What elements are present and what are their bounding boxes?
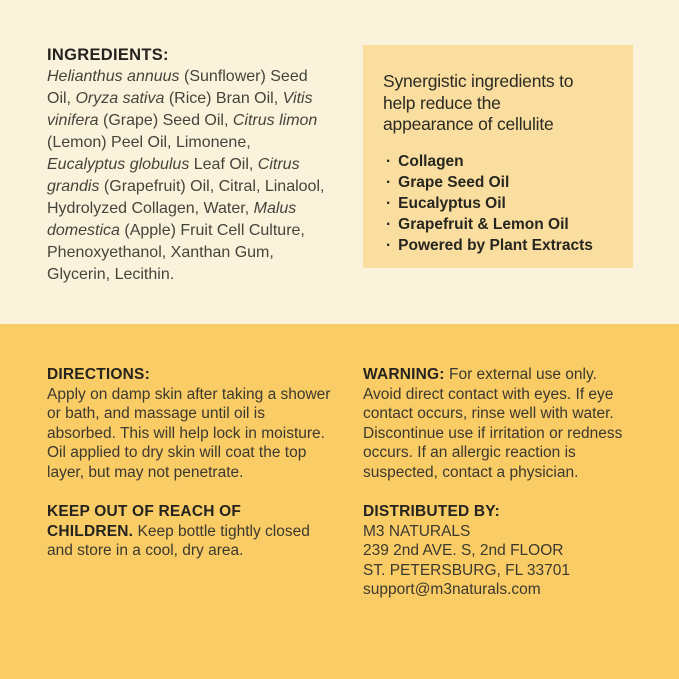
benefits-heading: Synergistic ingredients to help reduce the appearance of cellulite [383, 71, 574, 134]
address-line: M3 NATURALS [363, 522, 471, 540]
address-line: 239 2nd AVE. S, 2nd FLOOR [363, 542, 564, 559]
warning-block [363, 365, 635, 482]
keep-out-heading: KEEP OUT OF REACH OF CHILDREN. [47, 503, 242, 540]
directions-heading: DIRECTIONS: [47, 366, 150, 383]
distributed-heading: DISTRIBUTED BY: [363, 503, 501, 520]
warning-text: For external use only. Avoid direct contact with eyes. If eye contact occurs, rinse well with water. Discontinue use if irritation or redness occurs. If an allergic reaction is suspected, contact a physician. [363, 366, 623, 481]
benefit-item [383, 151, 613, 172]
distributed-address [363, 522, 635, 600]
warning-heading: WARNING: [363, 366, 445, 383]
benefit-item-label: Powered by Plant Extracts [398, 236, 593, 254]
address-line: ST. PETERSBURG, FL 33701 [363, 561, 571, 579]
benefits-list [383, 151, 613, 256]
bullet-icon: · [386, 152, 392, 170]
benefit-item [383, 172, 613, 193]
benefit-item [383, 193, 613, 214]
ingredients-text: Helianthus annuus (Sunflower) Seed Oil, Oryza sativa (Rice) Bran Oil, Vitis vinifera (Grape) Seed Oil, Citrus limon (Lemon) Peel Oil, Limonene, Eucalyptus globulus Leaf Oil, Citrus grandis (Grapefruit) Oil, Citral, Linalool, Hydrolyzed Collagen, Water, Malus domestica (Apple) Fruit Cell Culture, Phenoxyethanol, Xanthan Gum, Glycerin, Lecithin. [47, 68, 325, 283]
bullet-icon: · [386, 194, 392, 212]
benefit-item-label: Grapefruit & Lemon Oil [398, 215, 569, 233]
directions-block [47, 365, 331, 482]
distributed-block [363, 502, 635, 600]
ingredients-heading: INGREDIENTS: [47, 46, 169, 64]
bottom-right-column [363, 365, 635, 600]
benefits-box [363, 45, 633, 268]
top-section [0, 0, 679, 324]
bullet-icon: · [386, 215, 392, 233]
benefit-item-label: Grape Seed Oil [398, 173, 510, 191]
ingredients-block [47, 44, 325, 286]
benefit-item [383, 214, 613, 235]
benefit-item [383, 235, 613, 256]
address-line: support@m3naturals.com [363, 581, 541, 598]
bottom-left-column [47, 365, 331, 561]
directions-text: Apply on damp skin after taking a shower or bath, and massage until oil is absorbed. This will help lock in moisture. Oil applied to dry skin will coat the top layer, but may not penetrate. [47, 385, 331, 481]
keep-out-text: Keep bottle tightly closed and store in a cool, dry area. [47, 522, 310, 559]
keep-out-block [47, 502, 331, 561]
benefit-item-label: Eucalyptus Oil [398, 194, 506, 212]
bullet-icon: · [386, 236, 392, 254]
bullet-icon: · [386, 173, 392, 191]
bottom-section [0, 324, 679, 679]
benefit-item-label: Collagen [398, 152, 464, 170]
